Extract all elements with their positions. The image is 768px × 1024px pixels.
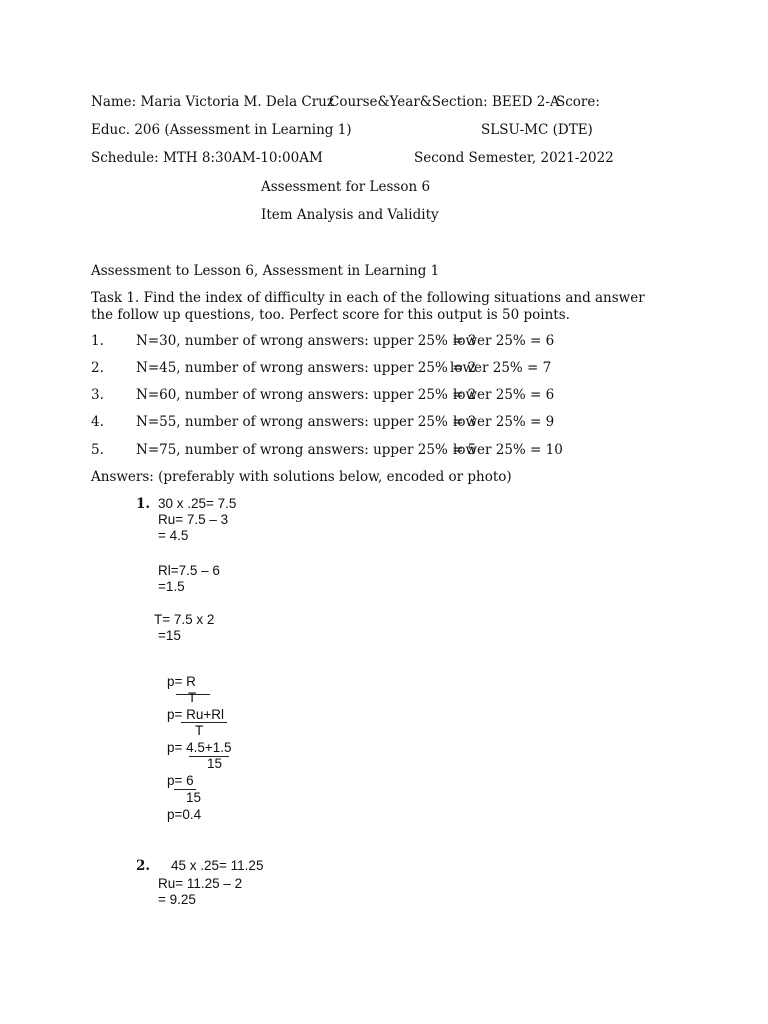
rl-result: =1.5 [158, 579, 185, 594]
subject: Educ. 206 (Assessment in Learning 1) [91, 122, 352, 138]
item-text: N=45, number of wrong answers: upper 25% = 2 [136, 360, 477, 376]
item-number: 4. [91, 414, 104, 430]
item-number: 5. [91, 442, 104, 458]
solution-number: 2. [136, 858, 151, 874]
solution-line: 45 x .25= 11.25 [171, 858, 264, 873]
school: SLSU-MC (DTE) [481, 122, 593, 138]
item-text: N=55, number of wrong answers: upper 25% = 3 [136, 414, 477, 430]
p-final: p=0.4 [167, 807, 202, 822]
fraction-bottom: T [188, 690, 197, 705]
solution-line: 30 x .25= 7.5 [158, 496, 237, 511]
ru-result: = 4.5 [158, 528, 189, 543]
fraction-top: p= 4.5+1.5 [167, 740, 232, 755]
solution-number: 1. [136, 496, 151, 512]
item-text: N=60, number of wrong answers: upper 25% = 2 [136, 387, 477, 403]
fraction-top: p= Ru+Rl [167, 707, 225, 722]
fraction-bar [181, 722, 227, 723]
item-lower: lower 25% = 9 [453, 414, 555, 430]
fraction-bottom: 15 [207, 756, 223, 771]
intro-line: Assessment to Lesson 6, Assessment in Learning 1 [91, 263, 440, 279]
answers-label: Answers: (preferably with solutions below, encoded or photo) [91, 469, 512, 485]
item-lower: lower 25% = 10 [453, 442, 563, 458]
item-number: 1. [91, 333, 104, 349]
item-lower: lower 25% = 6 [453, 387, 555, 403]
fraction-bottom: 15 [186, 790, 202, 805]
course-section: Course&Year&Section: BEED 2-A [329, 94, 560, 110]
item-lower: lower 25% = 6 [453, 333, 555, 349]
assessment-title: Assessment for Lesson 6 [261, 179, 431, 195]
rl-line: Rl=7.5 – 6 [158, 563, 220, 578]
item-lower: lower 25% = 7 [450, 360, 552, 376]
ru-line: Ru= 7.5 – 3 [158, 512, 229, 527]
semester: Second Semester, 2021-2022 [414, 150, 614, 166]
item-number: 2. [91, 360, 104, 376]
task-instructions: Task 1. Find the index of difficulty in each of the following situations and answer the follow up questions, too. Perfect score for this output is 50 points. [91, 290, 645, 323]
fraction-top: p= 6 [167, 773, 194, 788]
fraction-bottom: T [195, 723, 204, 738]
assessment-subtitle: Item Analysis and Validity [261, 207, 439, 223]
ru-result: = 9.25 [158, 892, 196, 907]
ru-line: Ru= 11.25 – 2 [158, 876, 243, 891]
student-name: Name: Maria Victoria M. Dela Cruz [91, 94, 334, 110]
t-line: T= 7.5 x 2 [154, 612, 215, 627]
t-result: =15 [158, 628, 181, 643]
fraction-top: p= R [167, 674, 196, 689]
item-text: N=30, number of wrong answers: upper 25% = 3 [136, 333, 477, 349]
item-text: N=75, number of wrong answers: upper 25% = 5 [136, 442, 477, 458]
schedule: Schedule: MTH 8:30AM-10:00AM [91, 150, 323, 166]
item-number: 3. [91, 387, 104, 403]
score-label: Score: [556, 94, 600, 110]
